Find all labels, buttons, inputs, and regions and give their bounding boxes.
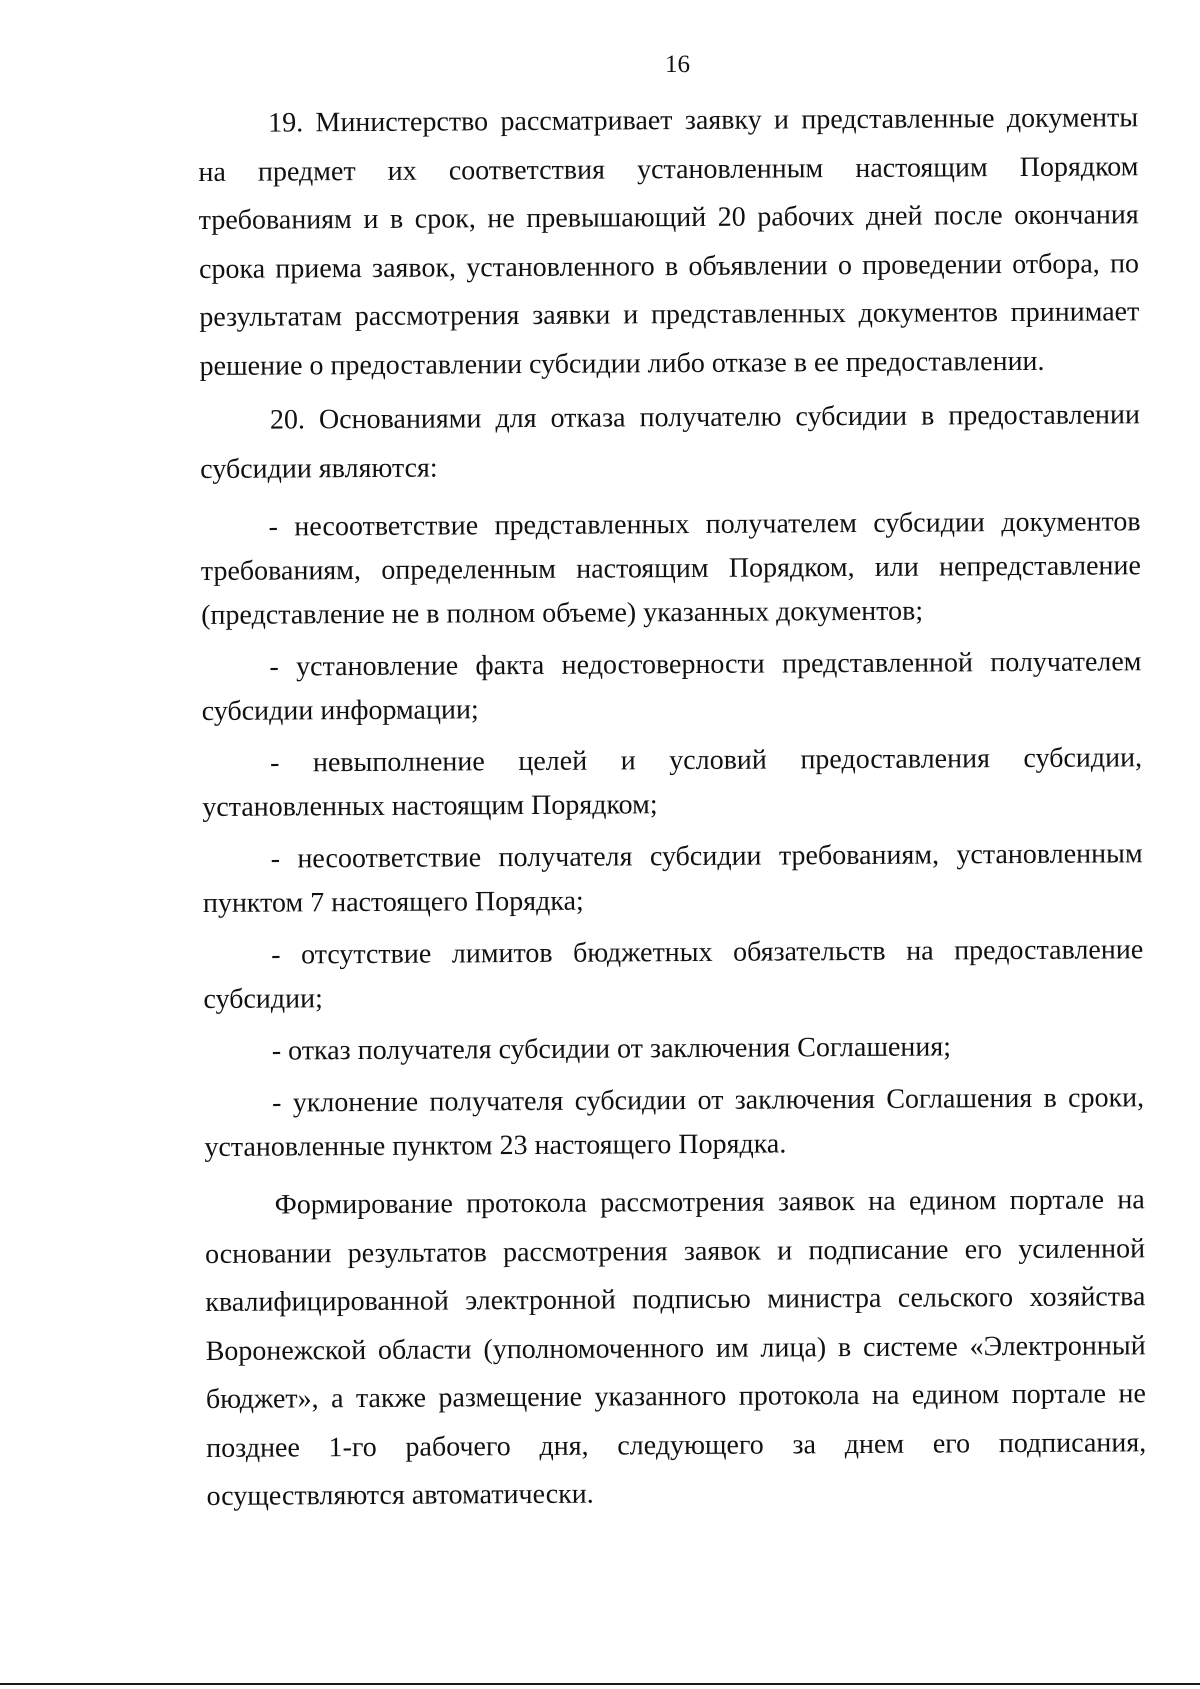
refusal-ground-agreement-evasion: - уклонение получателя субсидии от заключения Соглашения в сроки, установленные пунктом 23 настоящего Порядка. — [204, 1082, 1145, 1163]
refusal-ground-budget-limits: - отсутствие лимитов бюджетных обязательств на предоставление субсидии; — [203, 934, 1144, 1015]
paragraph-19: 19. Министерство рассматривает заявку и представленные документы на предмет их соответствия установленным настоящим Порядком требованиям и в срок, не превышающий 20 рабочих дней после окончания срока приема заявок, установленного в объявлении о проведении отбора, по результатам рассмотрения заявки и представленных документов принимает решение о предоставлении субсидии либо отказе в ее предоставлении. — [198, 102, 1140, 382]
refusal-ground-agreement-refusal: - отказ получателя субсидии от заключения Соглашения; — [271, 1031, 952, 1067]
paragraph-20: 20. Основаниями для отказа получателю субсидии в предоставлении субсидии являются: — [200, 399, 1141, 485]
refusal-ground-documents: - несоответствие представленных получателем субсидии документов требованиям, определенным настоящим Порядком, или непредставление (представление не в полном объеме) указанных документов; — [200, 506, 1141, 631]
page-number: 16 — [665, 51, 690, 78]
refusal-ground-false-information: - установление факта недостоверности представленной получателем субсидии информации; — [201, 646, 1142, 727]
refusal-ground-goals-conditions: - невыполнение целей и условий предоставления субсидии, установленных настоящим Порядком; — [202, 742, 1143, 823]
refusal-ground-recipient-requirements: - несоответствие получателя субсидии требованиям, установленным пунктом 7 настоящего Порядка; — [202, 838, 1143, 919]
document-body — [198, 94, 1147, 1521]
protocol-paragraph: Формирование протокола рассмотрения заявок на едином портале на основании результатов рассмотрения заявок и подписание его усиленной квалифицированной электронной подписью министра сельского хозяйства Воронежской области (уполномоченного им лица) в системе «Электронный бюджет», а также размещение указанного протокола на едином портале не позднее 1-го рабочего дня, следующего за днем его подписания, осуществляются автоматически. — [204, 1184, 1147, 1512]
page-bottom-rule — [0, 1683, 1200, 1685]
